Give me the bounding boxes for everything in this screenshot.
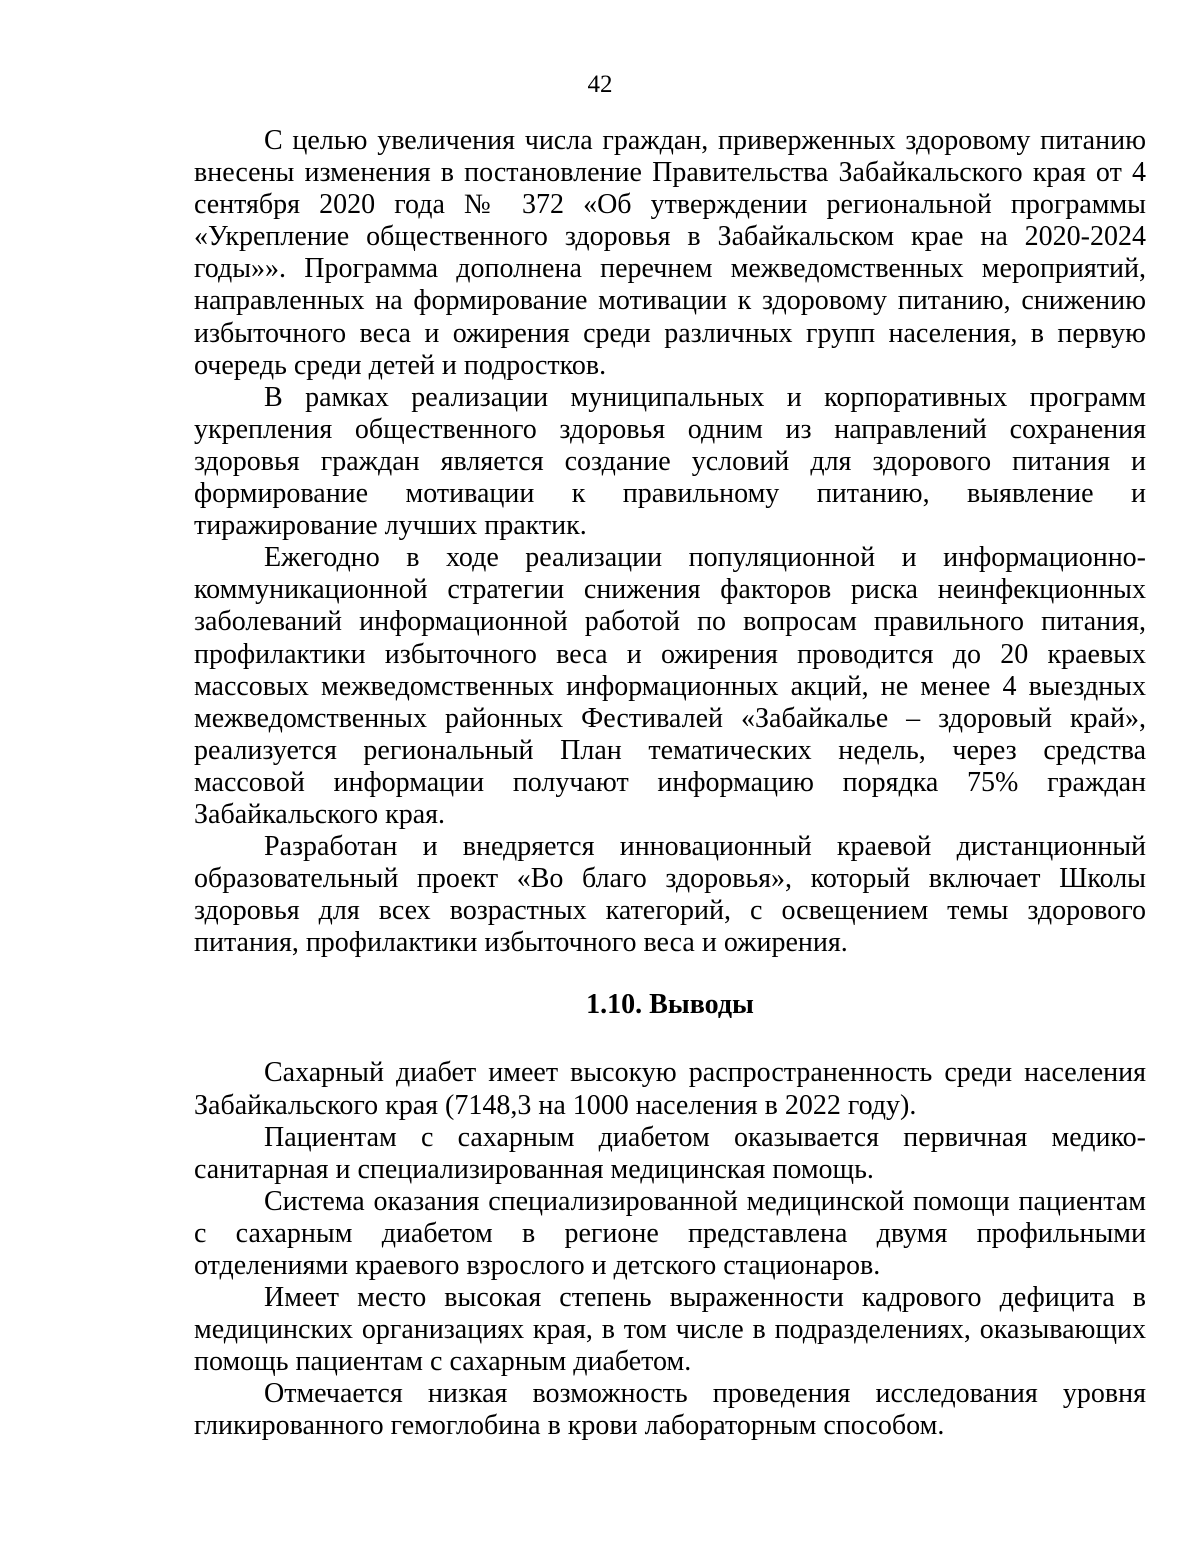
conclusion-paragraph-hba1c-testing: Отмечается низкая возможность проведения исследования уровня гликированного гемоглобина в крови лабораторным способом. xyxy=(194,1378,1146,1442)
page-number: 42 xyxy=(587,71,613,98)
conclusion-paragraph-specialized-care: Система оказания специализированной медицинской помощи пациентам с сахарным диабетом в регионе представлена двумя профильными отделениями краевого взрослого и детского стационаров. xyxy=(194,1185,1146,1281)
paragraph-healthy-nutrition-program: С целью увеличения числа граждан, приверженных здоровому питанию внесены изменения в постановление Правительства Забайкальского края от 4 сентября 2020 года № 372 «Об утверждении региональной программы «Укрепление общественного здоровья в Забайкальском крае на 2020-2024 годы»». Программа дополнена перечнем межведомственных мероприятий, направленных на формирование мотивации к здоровому питанию, снижению избыточного веса и ожирения среди различных групп населения, в первую очередь среди детей и подростков. xyxy=(194,125,1146,381)
conclusion-paragraph-staff-deficit: Имеет место высокая степень выраженности кадрового дефицита в медицинских организациях края, в том числе в подразделениях, оказывающих помощь пациентам с сахарным диабетом. xyxy=(194,1282,1146,1378)
section-heading-conclusions: 1.10. Выводы xyxy=(586,989,754,1021)
conclusion-paragraph-prevalence: Сахарный диабет имеет высокую распространенность среди населения Забайкальского края (7148,3 на 1000 населения в 2022 году). xyxy=(194,1057,1146,1121)
paragraph-distance-project: Разработан и внедряется инновационный краевой дистанционный образовательный проект «Во благо здоровья», который включает Школы здоровья для всех возрастных категорий, с освещением темы здорового питания, профилактики избыточного веса и ожирения. xyxy=(194,831,1146,959)
conclusion-paragraph-care-types: Пациентам с сахарным диабетом оказывается первичная медико-санитарная и специализированная медицинская помощь. xyxy=(194,1121,1146,1185)
paragraph-municipal-programs: В рамках реализации муниципальных и корпоративных программ укрепления общественного здоровья одним из направлений сохранения здоровья граждан является создание условий для здорового питания и формирование мотивации к правильному питанию, выявление и тиражирование лучших практик. xyxy=(194,381,1146,542)
document-body xyxy=(194,125,1146,1443)
paragraph-annual-campaigns: Ежегодно в ходе реализации популяционной и информационно-коммуникационной стратегии снижения факторов риска неинфекционных заболеваний информационной работой по вопросам правильного питания, профилактики избыточного веса и ожирения проводится до 20 краевых массовых межведомственных информационных акций, не менее 4 выездных межведомственных районных Фестивалей «Забайкалье – здоровый край», реализуется региональный План тематических недель, через средства массовой информации получают информацию порядка 75% граждан Забайкальского края. xyxy=(194,542,1146,830)
